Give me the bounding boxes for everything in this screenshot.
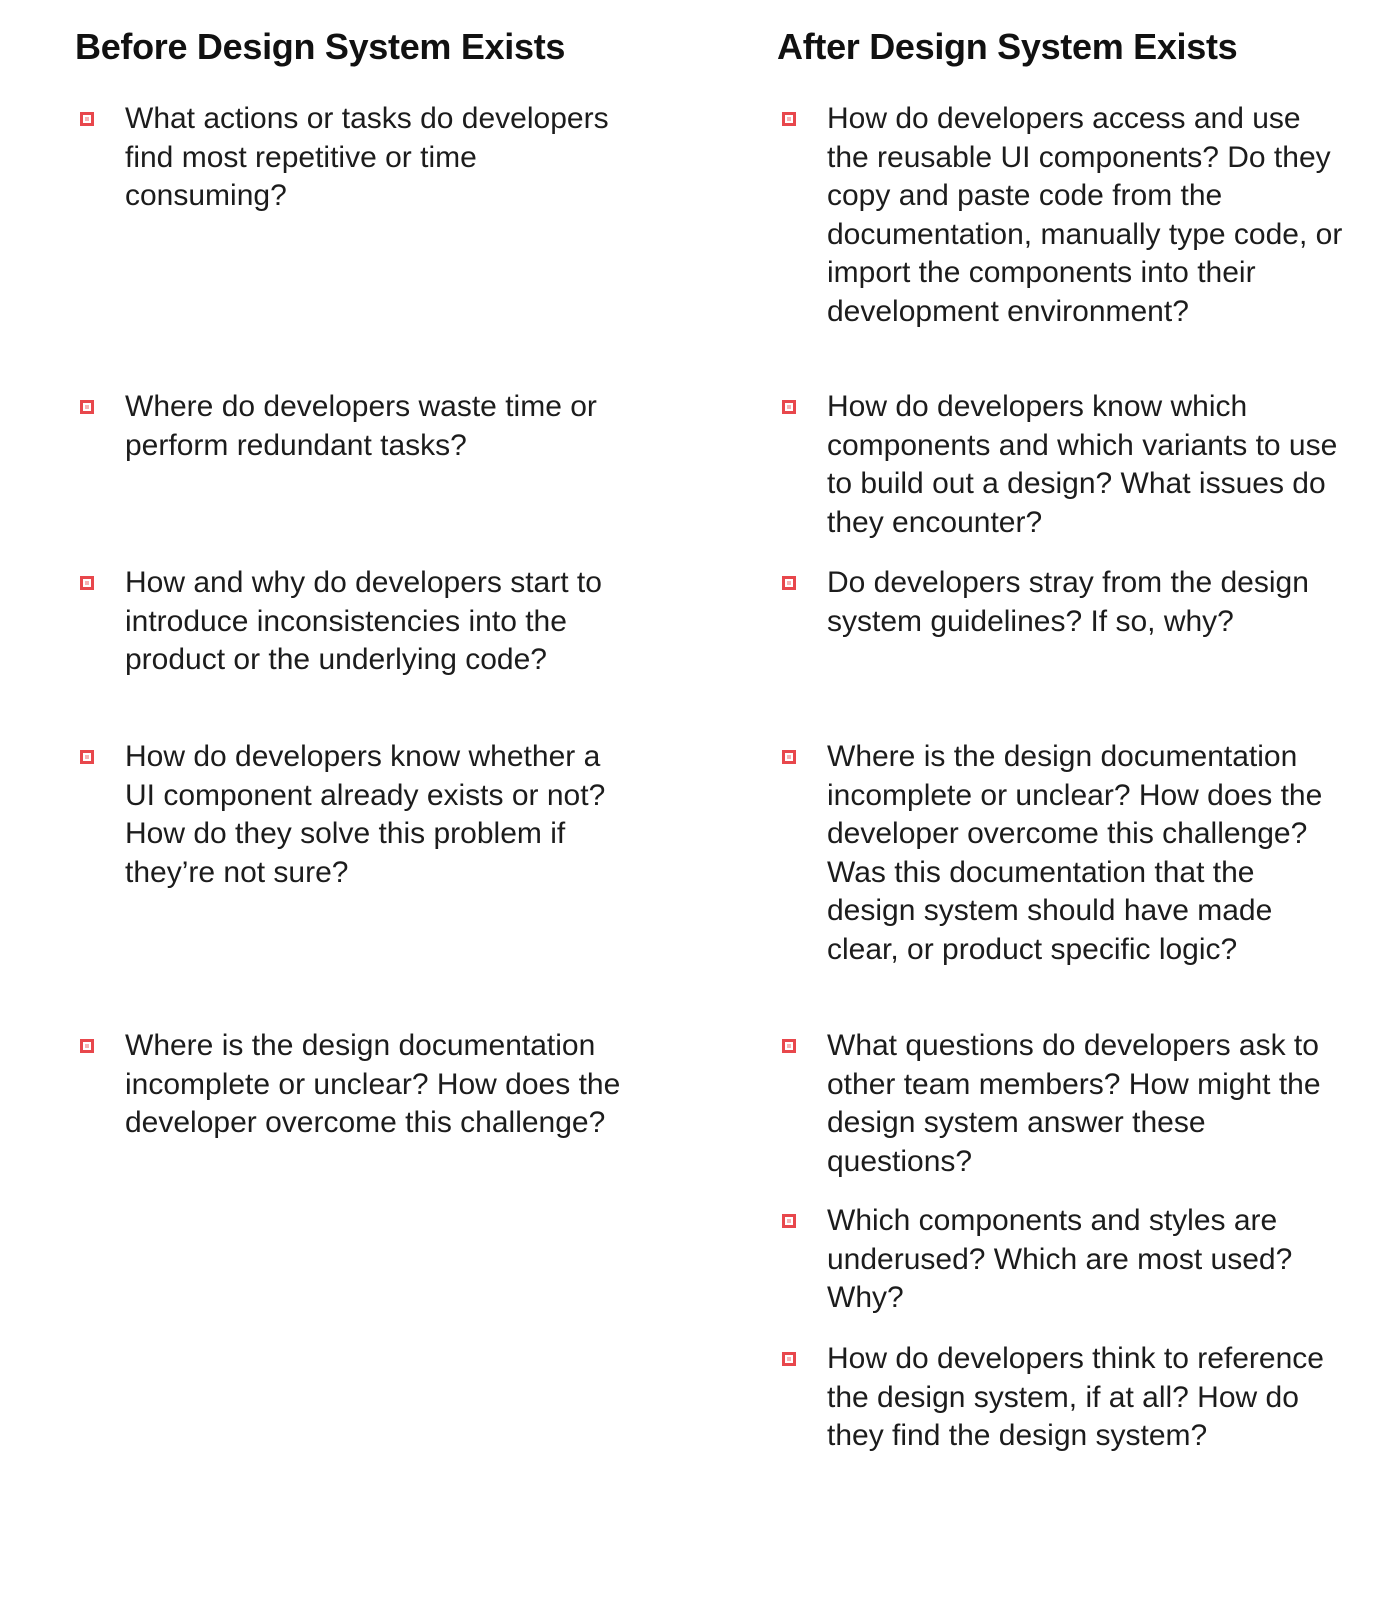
question-text: Which components and styles are underused? Which are most used? Why? bbox=[827, 1204, 1293, 1314]
square-bullet-icon bbox=[782, 750, 796, 764]
square-bullet-icon bbox=[782, 400, 796, 414]
question-text: How and why do developers start to introduce inconsistencies into the product or the underlying code? bbox=[125, 566, 602, 676]
question-text: How do developers access and use the reusable UI components? Do they copy and paste code from the documentation, manually type code, or import the components into their development environment? bbox=[827, 102, 1343, 328]
question-text: How do developers know whether a UI component already exists or not? How do they solve this problem if they’re not sure? bbox=[125, 740, 606, 889]
question-text: Where do developers waste time or perform redundant tasks? bbox=[125, 390, 597, 462]
square-bullet-icon bbox=[782, 112, 796, 126]
question-text: Where is the design documentation incomplete or unclear? How does the developer overcome this challenge? Was this documentation that the design system should have made clear, or product specific logic? bbox=[827, 740, 1323, 966]
square-bullet-icon bbox=[782, 1352, 796, 1366]
square-bullet-icon bbox=[80, 112, 94, 126]
question-text: Do developers stray from the design system guidelines? If so, why? bbox=[827, 566, 1309, 638]
square-bullet-icon bbox=[80, 750, 94, 764]
square-bullet-icon bbox=[782, 1039, 796, 1053]
after-heading: After Design System Exists bbox=[777, 26, 1238, 67]
question-text: How do developers know which components and which variants to use to build out a design? What issues do they encounter? bbox=[827, 390, 1338, 539]
square-bullet-icon bbox=[80, 1039, 94, 1053]
square-bullet-icon bbox=[782, 576, 796, 590]
square-bullet-icon bbox=[80, 576, 94, 590]
before-heading: Before Design System Exists bbox=[75, 26, 566, 67]
question-text: How do developers think to reference the design system, if at all? How do they find the design system? bbox=[827, 1342, 1324, 1452]
question-text: Where is the design documentation incomplete or unclear? How does the developer overcome this challenge? bbox=[125, 1029, 621, 1139]
square-bullet-icon bbox=[80, 400, 94, 414]
question-text: What questions do developers ask to other team members? How might the design system answer these questions? bbox=[827, 1029, 1321, 1178]
square-bullet-icon bbox=[782, 1214, 796, 1228]
question-text: What actions or tasks do developers find most repetitive or time consuming? bbox=[125, 102, 609, 212]
